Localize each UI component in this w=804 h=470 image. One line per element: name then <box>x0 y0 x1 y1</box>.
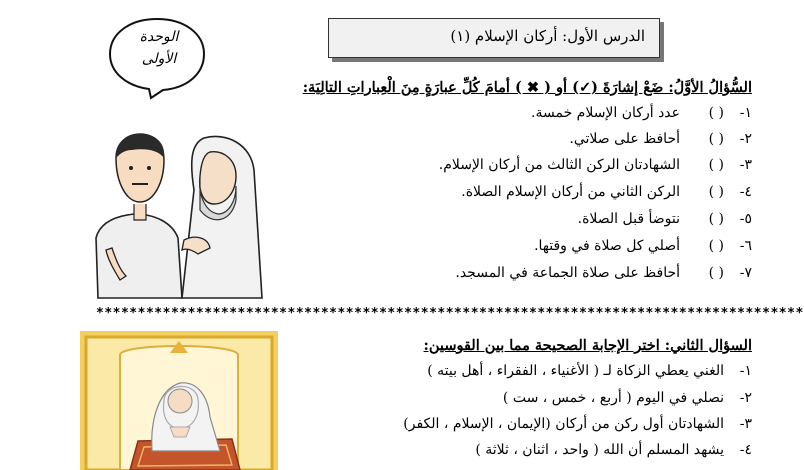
q1-answer-blank[interactable]: ( ) <box>708 265 724 281</box>
q2-item-text[interactable]: الغني يعطي الزكاة لـ ( الأغنياء ، الفقراء ، أهل بيته ) <box>427 363 724 379</box>
q2-item-number: ٣- <box>739 416 752 432</box>
q1-item-number: ٣- <box>739 157 752 173</box>
q1-item-number: ٤- <box>739 184 752 200</box>
q1-item-text: عدد أركان الإسلام خمسة. <box>531 105 680 121</box>
q2-item-3 <box>403 416 752 432</box>
q2-item-number: ٤- <box>739 442 752 458</box>
teacher-and-boy-illustration <box>86 130 264 298</box>
q2-item-number: ١- <box>739 363 752 379</box>
q1-answer-blank[interactable]: ( ) <box>708 105 724 121</box>
q2-item-4 <box>475 442 752 458</box>
q1-answer-blank[interactable]: ( ) <box>708 157 724 173</box>
q1-item-number: ٥- <box>739 211 752 227</box>
q1-item-text: الشهادتان الركن الثالث من أركان الإسلام. <box>438 157 680 173</box>
q2-item-text[interactable]: الشهادتان أول ركن من أركان (الإيمان ، الإسلام ، الكفر) <box>403 416 724 432</box>
q2-item-text[interactable]: يشهد المسلم أن الله ( واحد ، اثنان ، ثلاثة ) <box>475 442 724 458</box>
section-separator: ************************************************************************************* <box>96 306 804 321</box>
unit-label-line2: الأولى <box>141 51 177 67</box>
question1-heading: السُّؤالُ الأوَّلُ: ضَعْ إشارَةَ (✓) أو ( ✖ ) أمامَ كُلِّ عبارَةٍ مِنَ الْعِباراتِ التالِيَة: <box>302 79 752 96</box>
q1-item-4 <box>461 184 752 200</box>
unit-label-line1: الوحدة <box>139 29 179 45</box>
q1-answer-blank[interactable]: ( ) <box>708 131 724 147</box>
unit-label <box>118 26 200 70</box>
q1-item-number: ٧- <box>739 265 752 281</box>
q1-item-text: الركن الثاني من أركان الإسلام الصلاة. <box>461 184 680 200</box>
q2-item-number: ٢- <box>739 390 752 406</box>
q1-item-number: ٦- <box>739 238 752 254</box>
lesson-title: الدرس الأول: أركان الإسلام (١) <box>450 27 645 45</box>
q1-answer-blank[interactable]: ( ) <box>708 184 724 200</box>
q1-item-text: أحافظ على صلاة الجماعة في المسجد. <box>455 265 680 281</box>
q2-item-2 <box>503 390 752 406</box>
q1-item-5 <box>578 211 752 227</box>
q1-item-number: ١- <box>739 105 752 121</box>
q1-answer-blank[interactable]: ( ) <box>708 238 724 254</box>
q1-answer-blank[interactable]: ( ) <box>708 211 724 227</box>
q1-item-3 <box>439 157 752 173</box>
lesson-title-box <box>328 18 660 58</box>
q1-item-text: نتوضأ قبل الصلاة. <box>577 211 680 227</box>
q1-item-text: أصلي كل صلاة في وقتها. <box>534 238 680 254</box>
question2-heading: السؤال الثاني: اختر الإجابة الصحيحة مما بين القوسين: <box>423 337 752 354</box>
q1-item-1 <box>531 105 752 121</box>
q2-item-1 <box>427 363 752 379</box>
q1-item-2 <box>569 131 752 147</box>
q1-item-6 <box>534 238 752 254</box>
q2-item-text[interactable]: نصلي في اليوم ( أربع ، خمس ، ست ) <box>502 390 724 406</box>
q1-item-text: أحافظ على صلاتي. <box>569 131 680 147</box>
q1-item-number: ٢- <box>739 131 752 147</box>
girl-praying-illustration <box>80 331 278 470</box>
q1-item-7 <box>455 265 752 281</box>
